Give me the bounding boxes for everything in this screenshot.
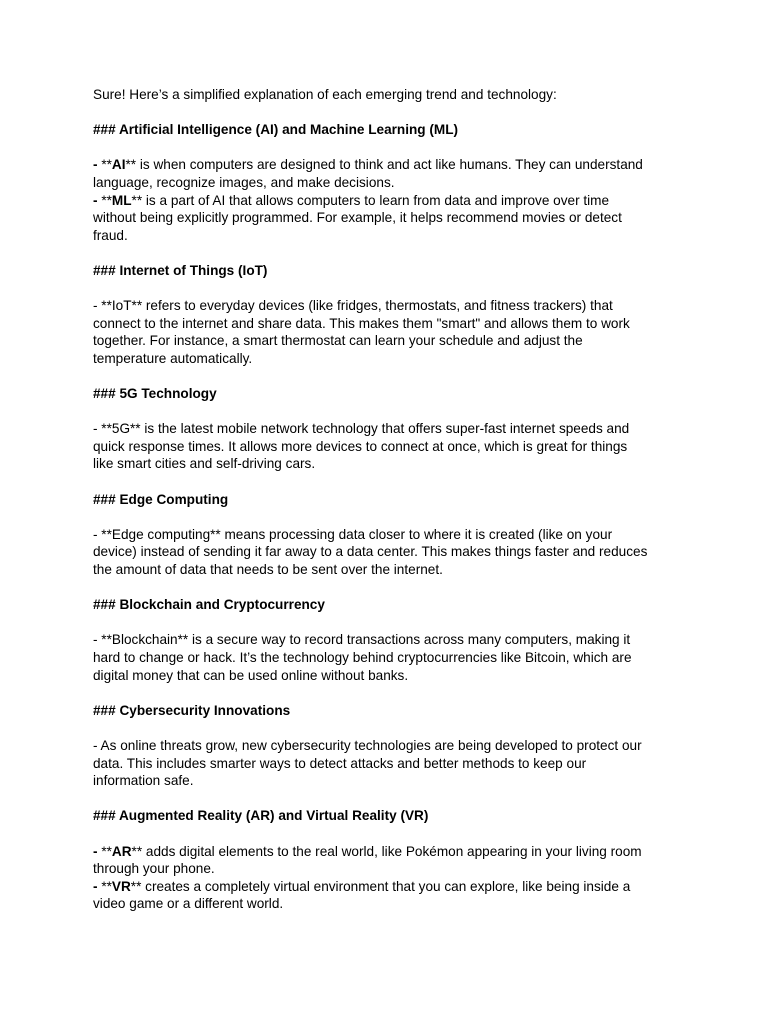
text-line: - **5G** is the latest mobile network technology that offers super-fast internet speeds and (93, 421, 630, 437)
text-line: through your phone. (93, 861, 215, 877)
section-heading: ### Edge Computing (93, 491, 229, 507)
text-line: like smart cities and self-driving cars. (93, 456, 316, 472)
text-line: language, recognize images, and make decisions. (93, 174, 395, 190)
text-line: - **ML** is a part of AI that allows computers to learn from data and improve over time (93, 192, 610, 208)
text-line: - **AI** is when computers are designed to think and act like humans. They can understand (93, 157, 643, 173)
paragraph (93, 420, 683, 473)
section-heading: ### Internet of Things (IoT) (93, 262, 268, 278)
text-line: connect to the internet and share data. This makes them "smart" and allows them to work (93, 315, 630, 331)
text-line: data. This includes smarter ways to detect attacks and better methods to keep our (93, 755, 587, 771)
text-line: digital money that can be used online without banks. (93, 667, 409, 683)
text-line: video game or a different world. (93, 896, 284, 912)
section-heading: ### Cybersecurity Innovations (93, 702, 291, 718)
text-line: - **Edge computing** means processing data closer to where it is created (like on your (93, 526, 613, 542)
paragraph (93, 297, 683, 367)
text-line: quick response times. It allows more devices to connect at once, which is great for things (93, 438, 628, 454)
text-line: - **VR** creates a completely virtual environment that you can explore, like being inside a (93, 878, 631, 894)
paragraph (93, 843, 683, 878)
paragraph (93, 631, 683, 684)
paragraph (93, 192, 683, 245)
text-line: fraud. (93, 227, 128, 243)
paragraph (93, 526, 683, 579)
text-line: without being explicitly programmed. For example, it helps recommend movies or detect (93, 210, 622, 226)
intro-text: Sure! Here’s a simplified explanation of each emerging trend and technology: (93, 87, 557, 102)
section-heading: ### Blockchain and Cryptocurrency (93, 597, 325, 613)
text-line: device) instead of sending it far away to a data center. This makes things faster and reduces (93, 544, 648, 560)
text-line: - **AR** adds digital elements to the real world, like Pokémon appearing in your living room (93, 843, 642, 859)
text-line: the amount of data that needs to be sent over the internet. (93, 562, 443, 578)
section-heading: ### 5G Technology (93, 386, 217, 402)
text-line: - **IoT** refers to everyday devices (like fridges, thermostats, and fitness trackers) that (93, 298, 613, 314)
document-page (93, 86, 683, 931)
text-line: - **Blockchain** is a secure way to record transactions across many computers, making it (93, 632, 631, 648)
text-line: hard to change or hack. It’s the technology behind cryptocurrencies like Bitcoin, which are (93, 650, 632, 665)
sections-container (93, 121, 683, 913)
text-line: information safe. (93, 773, 194, 789)
text-line: together. For instance, a smart thermostat can learn your schedule and adjust the (93, 333, 583, 349)
paragraph (93, 878, 683, 913)
text-line: - As online threats grow, new cybersecurity technologies are being developed to protect our (93, 737, 642, 753)
text-line: temperature automatically. (93, 350, 253, 366)
paragraph (93, 737, 683, 790)
section-heading: ### Artificial Intelligence (AI) and Machine Learning (ML) (93, 122, 459, 138)
paragraph (93, 156, 683, 191)
section-heading: ### Augmented Reality (AR) and Virtual Reality (VR) (93, 808, 429, 824)
